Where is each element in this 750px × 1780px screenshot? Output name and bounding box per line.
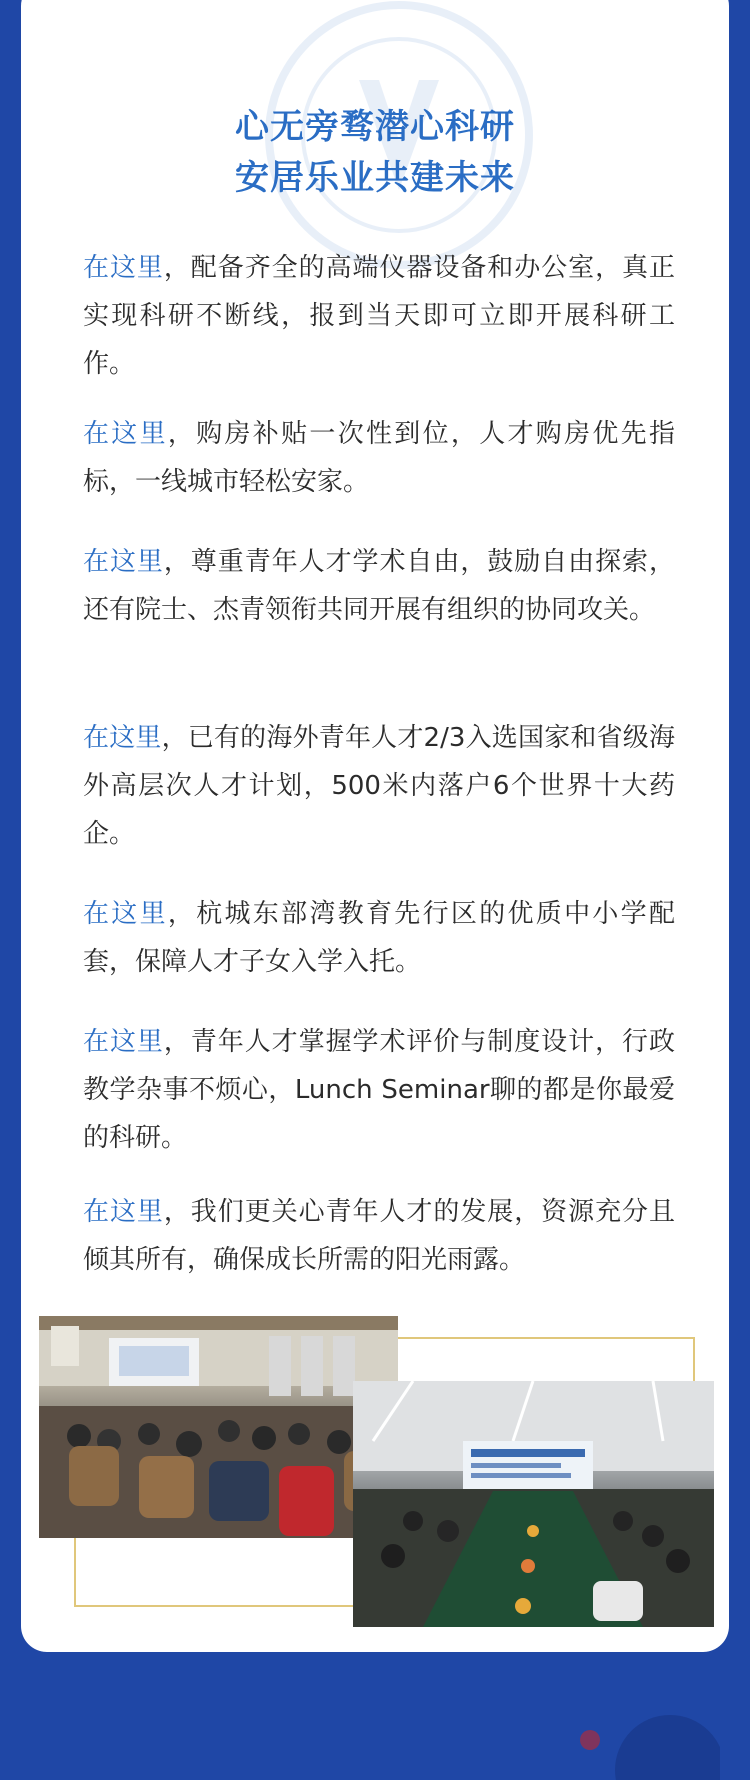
paragraph-body: ，配备齐全的高端仪器设备和办公室，真正实现科研不断线，报到当天即可立即开展科研工作。 <box>83 253 675 379</box>
paragraph-freedom <box>83 538 675 634</box>
paragraph-lead: 在这里 <box>83 899 168 929</box>
paragraph-body: ，杭城东部湾教育先行区的优质中小学配套，保障人才子女入学入托。 <box>83 899 675 977</box>
decorative-curve-icon <box>560 1690 720 1780</box>
paragraph-lead: 在这里 <box>83 1197 164 1227</box>
paragraph-lead: 在这里 <box>83 253 164 283</box>
paragraph-body: ，尊重青年人才学术自由，鼓励自由探索，还有院士、杰青领衔共同开展有组织的协同攻关。 <box>83 547 675 625</box>
paragraph-body: ，青年人才掌握学术评价与制度设计，行政教学杂事不烦心，Lunch Seminar聊的都是你最爱的科研。 <box>83 1027 675 1153</box>
paragraph-body: ，购房补贴一次性到位，人才购房优先指标，一线城市轻松安家。 <box>83 419 675 497</box>
paragraph-lead: 在这里 <box>83 1027 164 1057</box>
seminar-room-photo <box>39 1316 398 1538</box>
conference-illustration <box>353 1381 714 1627</box>
conference-table-meeting-photo <box>353 1381 714 1627</box>
paragraph-equipment <box>83 244 675 388</box>
paragraph-housing <box>83 410 675 506</box>
paragraph-lead: 在这里 <box>83 419 168 449</box>
paragraph-body: ，已有的海外青年人才2/3入选国家和省级海外高层次人才计划，500米内落户6个世界十大药企。 <box>83 723 675 849</box>
paragraph-academic <box>83 1018 675 1162</box>
paragraph-talent <box>83 714 675 858</box>
paragraph-education <box>83 890 675 986</box>
headline-line-2: 安居乐业共建未来 <box>235 158 515 198</box>
paragraph-lead: 在这里 <box>83 723 162 753</box>
seminar-room-illustration <box>39 1316 398 1538</box>
page-headline <box>0 102 750 204</box>
paragraph-lead: 在这里 <box>83 547 164 577</box>
paragraph-body: ，我们更关心青年人才的发展，资源充分且倾其所有，确保成长所需的阳光雨露。 <box>83 1197 675 1275</box>
paragraph-development <box>83 1188 675 1284</box>
headline-line-1: 心无旁骛潜心科研 <box>235 107 515 147</box>
